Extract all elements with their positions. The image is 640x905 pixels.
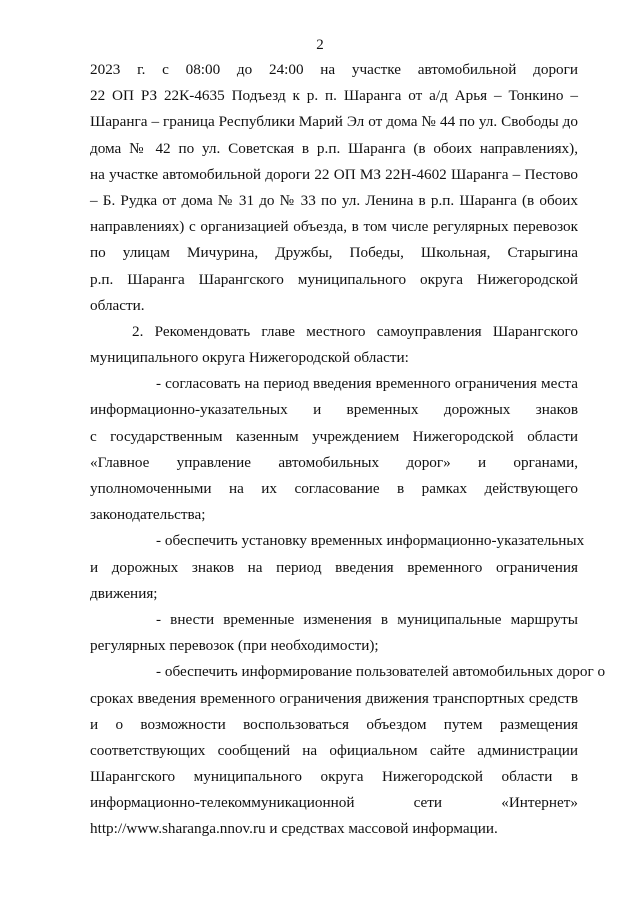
text-line: информационно-телекоммуникационной сети «Интернет» (90, 794, 578, 812)
text-line: на участке автомобильной дороги 22 ОП МЗ 22Н-4602 Шаранга – Пестово (90, 165, 578, 183)
text-line: - согласовать на период введения временного ограничения места (156, 375, 578, 393)
text-line: Шаранга – граница Республики Марий Эл от дома № 44 по ул. Свободы до (90, 113, 578, 131)
text-line: уполномоченными на их согласование в рамках действующего (90, 480, 578, 497)
text-line: по улицам Мичурина, Дружбы, Победы, Школьная, Старыгина (90, 244, 578, 262)
text-line: дома № 42 по ул. Советская в р.п. Шаранга (в обоих направлениях), (90, 139, 578, 157)
page-number: 2 (316, 37, 324, 53)
text-line: р.п. Шаранга Шарангского муниципального округа Нижегородской (90, 270, 578, 288)
text-line: и о возможности воспользоваться объездом путем размещения (90, 715, 578, 733)
text-line: 2023 г. с 08:00 до 24:00 на участке автомобильной дороги (90, 61, 578, 78)
text-line: http://www.sharanga.nnov.ru и средствах массовой информации. (90, 820, 498, 838)
text-line: соответствующих сообщений на официальном сайте администрации (90, 741, 578, 759)
text-line: сроках введения временного ограничения движения транспортных средств (90, 689, 578, 707)
text-line: направлениях) с организацией объезда, в том числе регулярных перевозок (90, 218, 578, 236)
text-line: регулярных перевозок (при необходимости); (90, 637, 379, 655)
text-line: 22 ОП РЗ 22К-4635 Подъезд к р. п. Шаранга от а/д Арья – Тонкино – (90, 87, 578, 105)
text-line: законодательства; (90, 506, 206, 524)
text-line: движения; (90, 584, 158, 602)
text-line: и дорожных знаков на период введения временного ограничения (90, 558, 578, 576)
text-line: муниципального округа Нижегородской области: (90, 349, 409, 367)
text-line: области. (90, 296, 145, 314)
text-line: Шарангского муниципального округа Нижегородской области в (90, 768, 578, 786)
text-line: - обеспечить установку временных информационно-указательных (156, 532, 585, 550)
document-body (90, 57, 606, 843)
text-line: – Б. Рудка от дома № 31 до № 33 по ул. Ленина в р.п. Шаранга (в обоих (90, 191, 578, 209)
text-line: 2. Рекомендовать главе местного самоуправления Шарангского (132, 322, 578, 340)
text-line: - обеспечить информирование пользователей автомобильных дорог о (156, 663, 606, 681)
text-line: информационно-указательных и временных дорожных знаков (90, 401, 578, 419)
text-line: «Главное управление автомобильных дорог» и органами, (90, 453, 578, 471)
text-line: с государственным казенным учреждением Нижегородской области (90, 427, 578, 445)
text-line: - внести временные изменения в муниципальные маршруты (156, 610, 578, 628)
